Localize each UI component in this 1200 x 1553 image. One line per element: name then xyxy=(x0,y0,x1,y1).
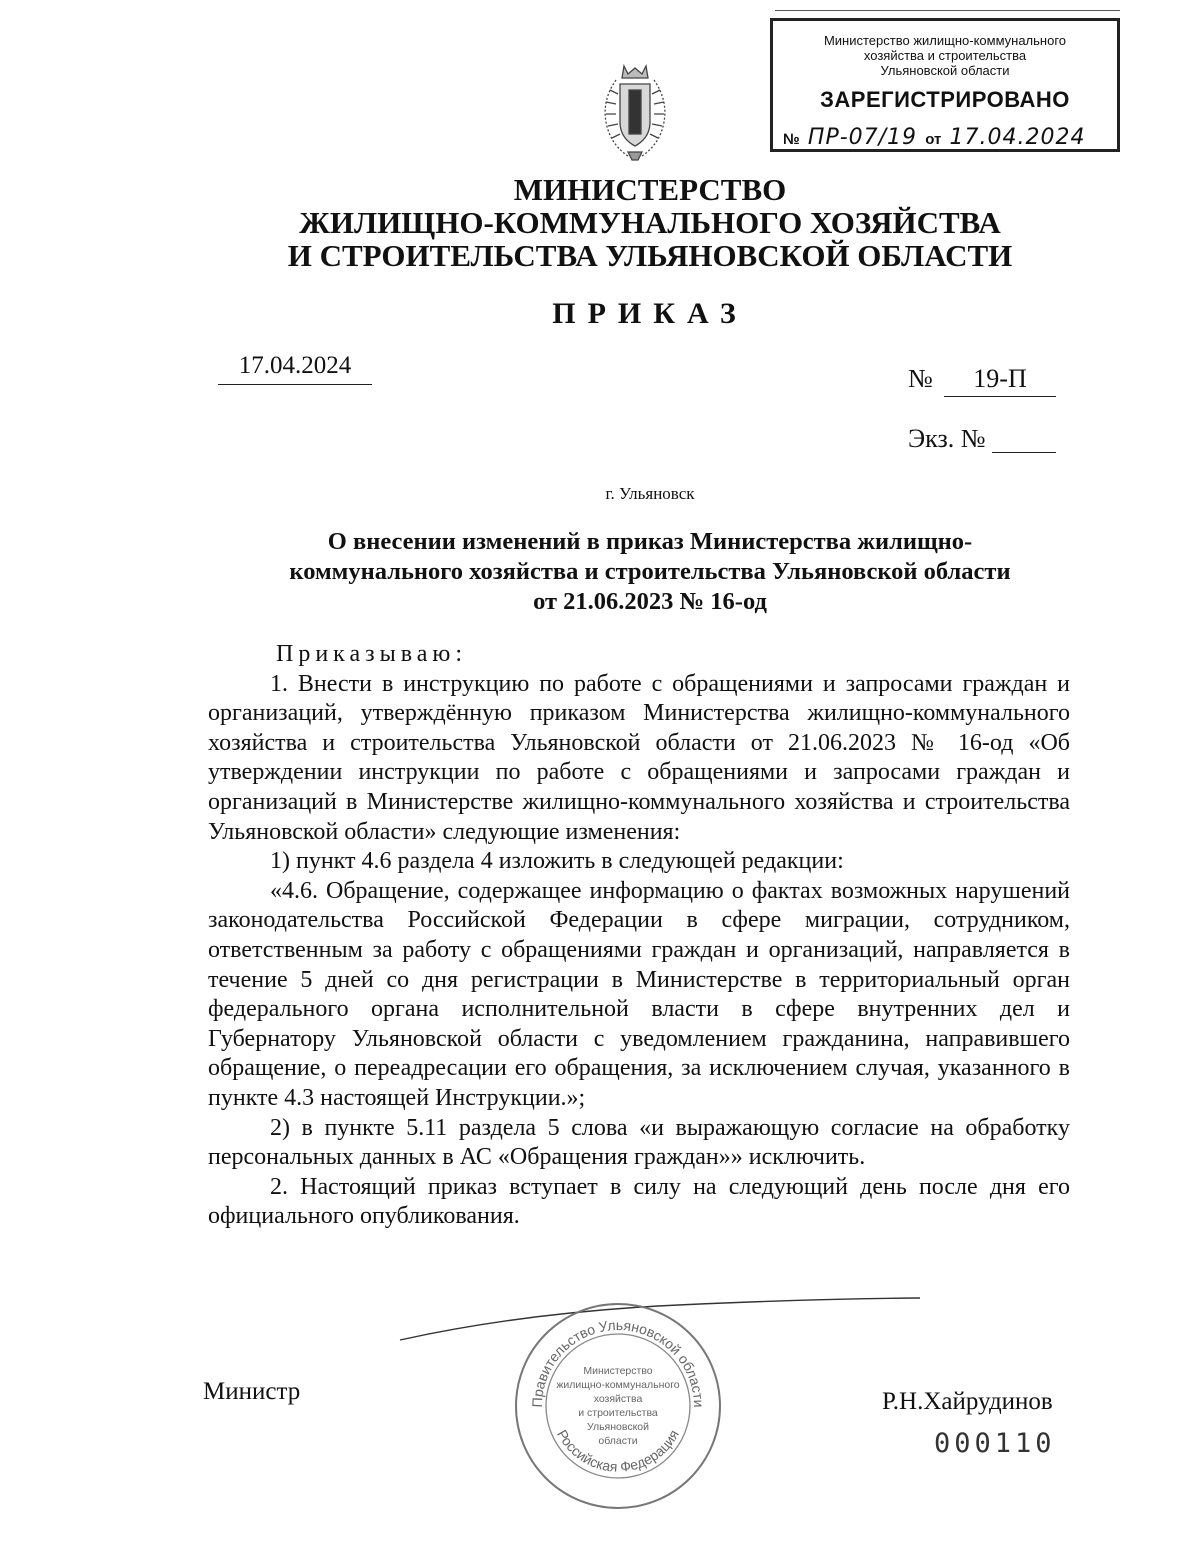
order-number: 19-П xyxy=(944,364,1056,397)
seal-center-line: жилищно-коммунального xyxy=(556,1379,680,1391)
stamp-date-value: 17.04.2024 xyxy=(946,125,1090,152)
stamp-number-value: ПР-07/19 xyxy=(804,125,921,152)
seal-center-line: Министерство xyxy=(583,1365,653,1377)
stamp-org-line: Министерство жилищно-коммунального xyxy=(823,33,1067,48)
stamp-number-label: № xyxy=(783,131,800,148)
stamp-org-line: хозяйства и строительства xyxy=(863,48,1027,63)
order-title-line: О внесении изменений в приказ Министерства жилищно- xyxy=(327,528,973,555)
copy-number-label: Экз. № xyxy=(908,424,986,453)
order-paragraph: «4.6. Обращение, содержащее информацию о фактах возможных нарушений законодательства Российской Федерации в сфере миграции, сотрудником, ответственным за работу с обращениями граждан и организаций, направляется в течение 5 дней со дня регистрации в Министерстве в территориальный орган федерального органа исполнительной власти в сфере внутренних дел и Губернатору Ульяновской области с уведомлением гражданина, направившего обращение, о переадресации его обращения, за исключением случая, указанного в пункте 4.3 настоящей Инструкции.»; xyxy=(208,877,1070,1111)
stamp-org-line: Ульяновской области xyxy=(880,63,1010,78)
serial-number: 000110 xyxy=(934,1428,1056,1459)
ministry-name-line: МИНИСТЕРСТВО xyxy=(513,172,787,207)
ministry-name-line: ЖИЛИЩНО-КОММУНАЛЬНОГО ХОЗЯЙСТВА xyxy=(299,205,1001,240)
stamp-top-rule xyxy=(775,10,1120,11)
order-date: 17.04.2024 xyxy=(218,352,372,385)
signatory-name: Р.Н.Хайрудинов xyxy=(882,1388,1053,1415)
city: г. Ульяновск xyxy=(605,484,695,503)
seal-center-line: и строительства xyxy=(578,1407,658,1419)
signatory-position: Министр xyxy=(203,1378,301,1405)
order-paragraph: 1. Внести в инструкцию по работе с обращениями и запросами граждан и организаций, утверждённую приказом Министерства жилищно-коммунального хозяйства и строительства Ульяновской области от 21.06.2023 № 16-од «Об утверждении инструкции по работе с обращениями и запросами граждан и организаций в Министерстве жилищно-коммунального хозяйства и строительства Ульяновской области» следующие изменения: xyxy=(208,670,1070,845)
stamp-date-label: от xyxy=(925,131,942,148)
coat-of-arms-icon xyxy=(598,60,672,164)
order-title-line: коммунального хозяйства и строительства Ульяновской области xyxy=(289,558,1011,585)
seal-center-line: области xyxy=(598,1435,638,1447)
order-body xyxy=(208,640,1070,1232)
order-paragraph: 1) пункт 4.6 раздела 4 изложить в следующей редакции: xyxy=(270,848,844,875)
seal-ring-text: Правительство Ульяновской области xyxy=(528,1316,708,1408)
registration-stamp xyxy=(770,18,1120,152)
order-paragraph: 2. Настоящий приказ вступает в силу на следующий день после дня его официального опубликования. xyxy=(208,1173,1070,1230)
order-title xyxy=(210,527,1090,617)
seal-center-line: хозяйства xyxy=(593,1393,643,1405)
order-lead: Приказываю: xyxy=(276,641,467,667)
order-paragraph: 2) в пункте 5.11 раздела 5 слова «и выражающую согласие на обработку персональных данных в АС «Обращения граждан»» исключить. xyxy=(208,1114,1070,1171)
stamp-number-row xyxy=(783,125,1090,150)
order-title-line: от 21.06.2023 № 16-од xyxy=(533,588,767,615)
seal-bottom-text: Российская Федерация xyxy=(554,1426,682,1475)
stamp-organization xyxy=(773,33,1117,78)
stamp-status: ЗАРЕГИСТРИРОВАНО xyxy=(820,87,1070,112)
document-type: ПРИКАЗ xyxy=(552,297,748,330)
ministry-name-line: И СТРОИТЕЛЬСТВА УЛЬЯНОВСКОЙ ОБЛАСТИ xyxy=(287,238,1013,273)
copy-number-blank xyxy=(992,452,1056,453)
official-seal xyxy=(512,1300,724,1512)
order-number-label: № xyxy=(908,364,933,393)
seal-center-line: Ульяновской xyxy=(586,1421,650,1433)
